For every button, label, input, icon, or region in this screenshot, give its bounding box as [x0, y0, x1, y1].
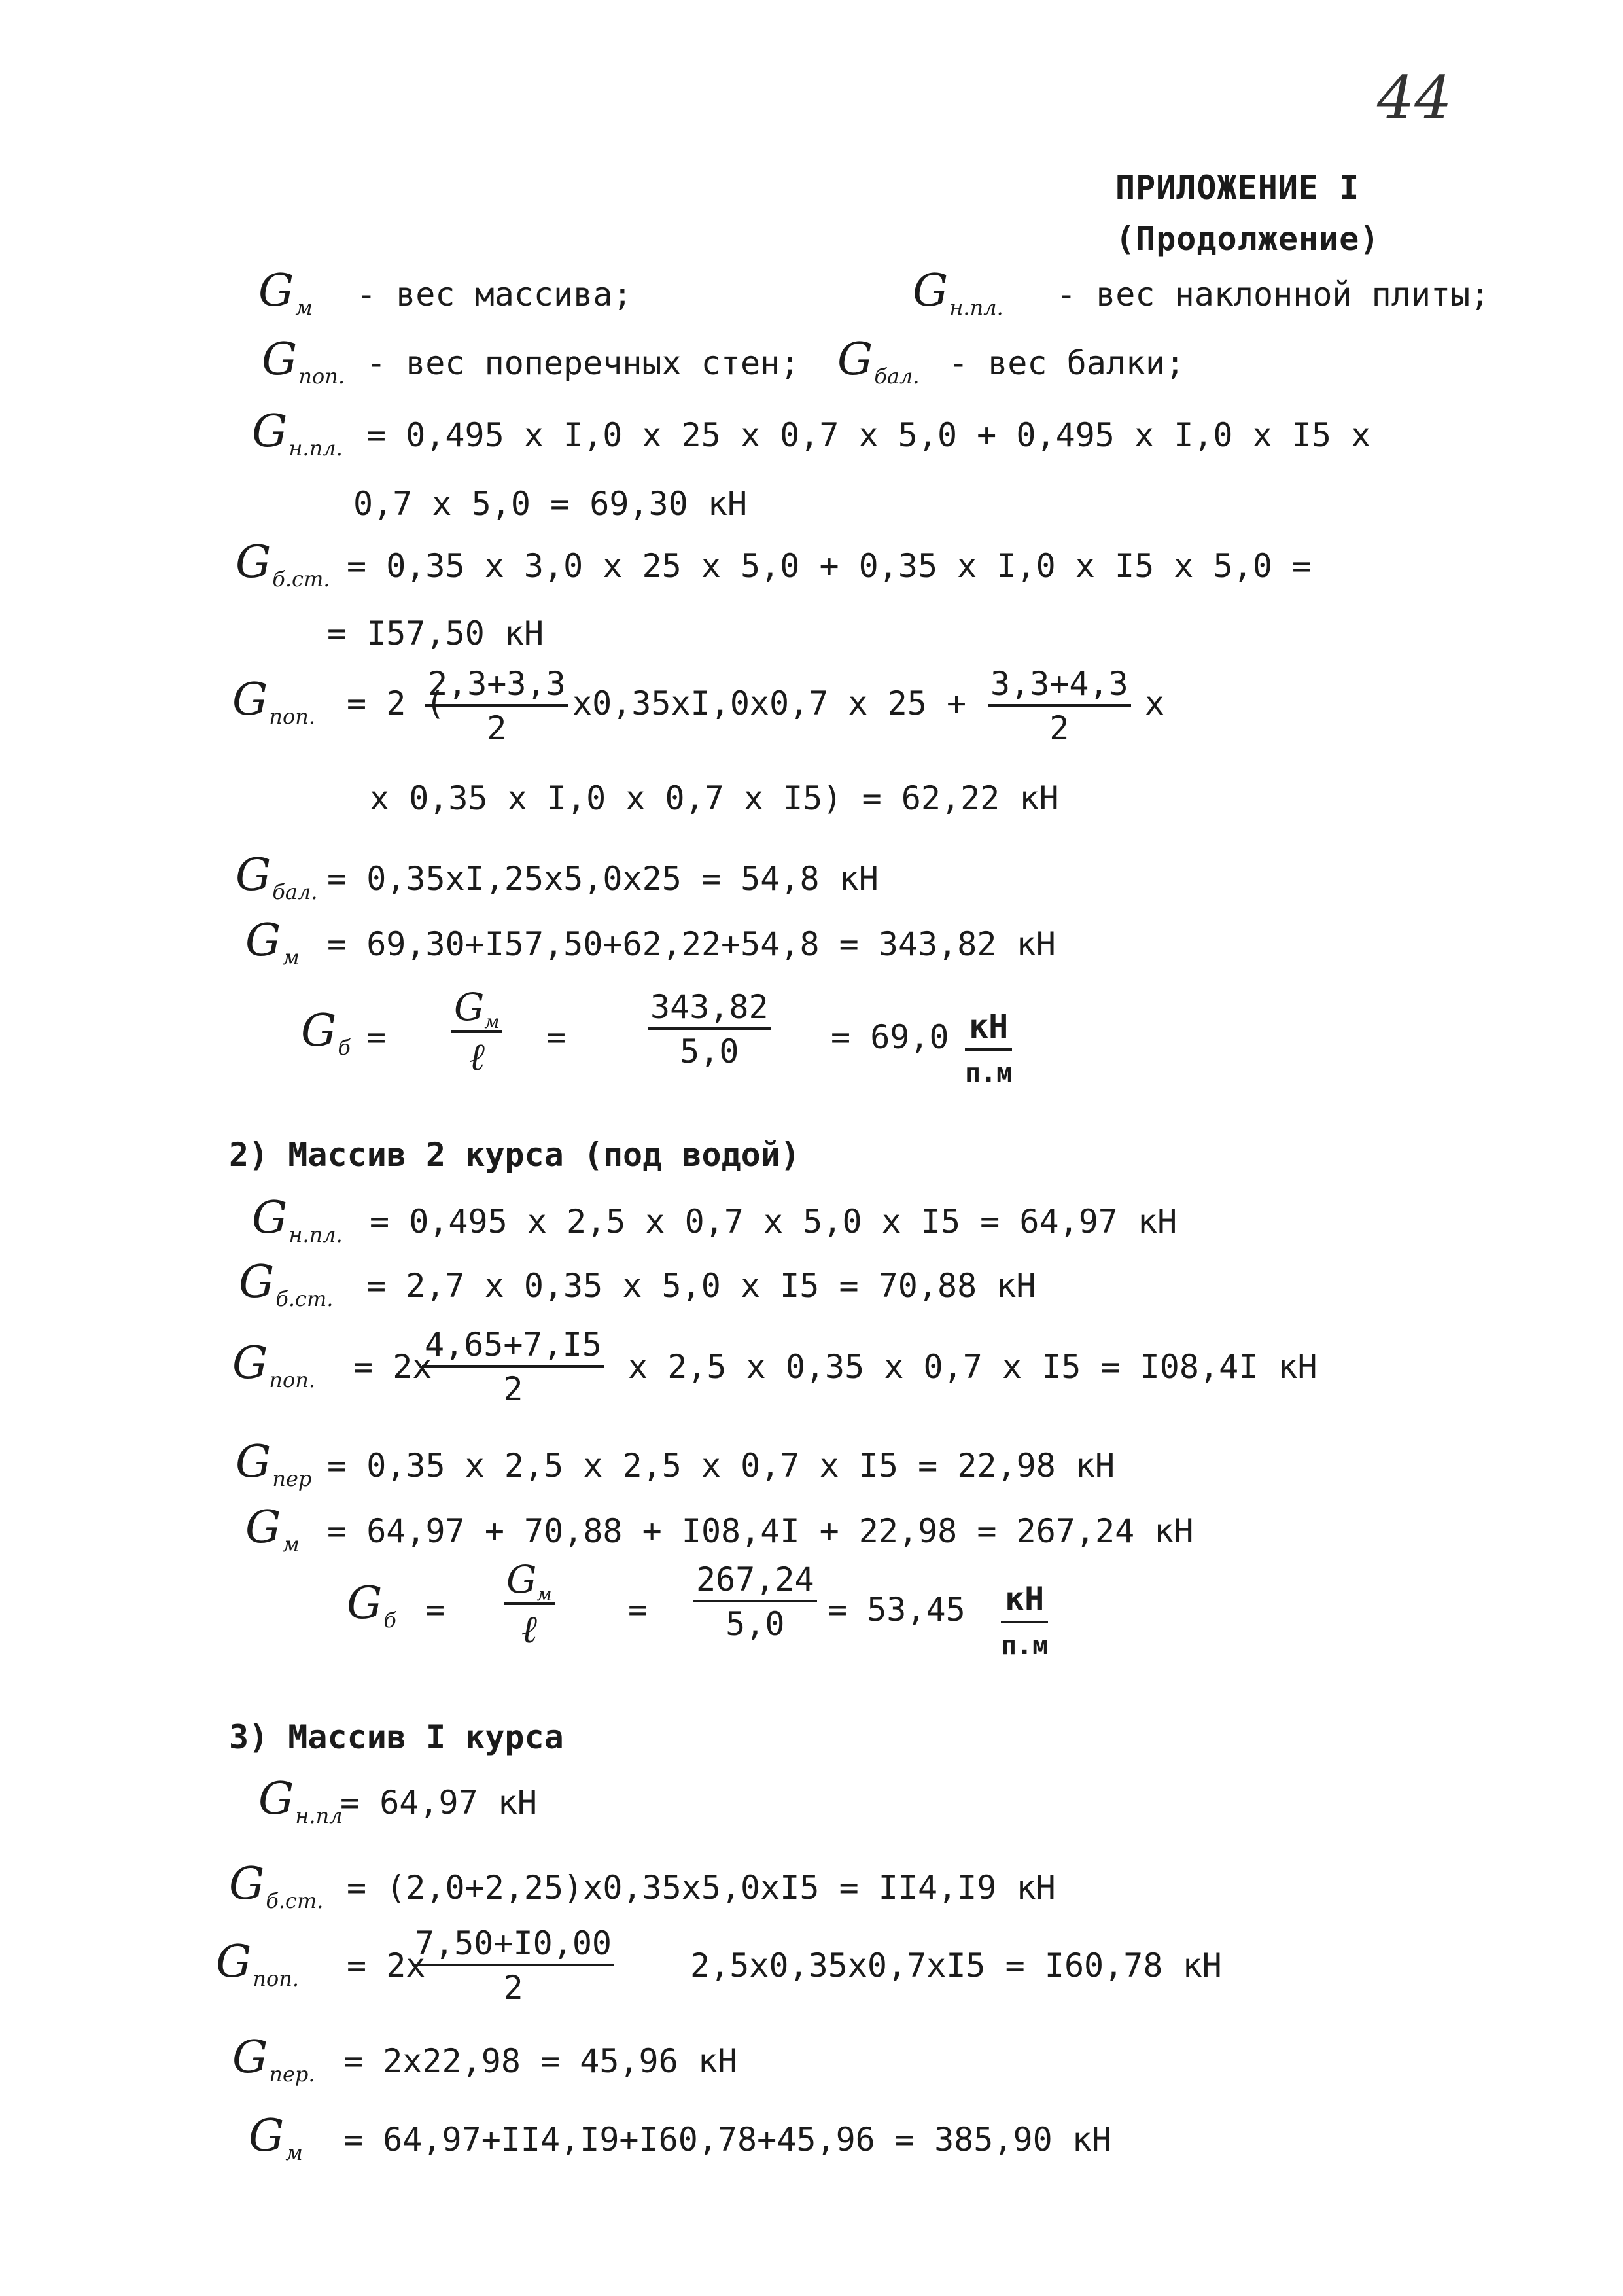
- formula-symbol: $G_{бал.}$: [236, 849, 318, 904]
- formula-expression: x0,35xI,0x0,7 x 25 +: [572, 684, 967, 722]
- symbol-gnpl: $G_{н.пл.}$: [913, 265, 1003, 320]
- formula-symbol: $G_{поп.}$: [232, 674, 315, 729]
- formula-expression: = 2,7 x 0,35 x 5,0 x I5 = 70,88 кН: [366, 1267, 1036, 1305]
- formula-expression: = 64,97+II4,I9+I60,78+45,96 = 385,90 кН: [343, 2121, 1111, 2159]
- formula-expression: 2,5x0,35x0,7xI5 = I60,78 кН: [690, 1947, 1222, 1985]
- formula-expression: = 2 (: [347, 684, 445, 722]
- formula-expression: = 0,495 x 2,5 x 0,7 x 5,0 x I5 = 64,97 кН: [370, 1203, 1178, 1241]
- symbol-gm: $G_м$: [258, 265, 313, 320]
- formula-symbol: $G_м$: [249, 2110, 303, 2165]
- equals-sign: =: [425, 1591, 445, 1629]
- formula-expression: x 2,5 x 0,35 x 0,7 x I5 = I08,4I кН: [628, 1348, 1318, 1386]
- formula-symbol: $G_б$: [347, 1578, 396, 1633]
- formula-expression: = (2,0+2,25)x0,35x5,0xI5 = II4,I9 кН: [347, 1869, 1056, 1907]
- formula-expression: = 64,97 + 70,88 + I08,4I + 22,98 = 267,24 кН: [327, 1512, 1194, 1550]
- formula-symbol: $G_{пер.}$: [232, 2032, 315, 2087]
- formula-expression: x: [1145, 684, 1165, 722]
- formula-symbol: $G_{б.ст.}$: [229, 1858, 324, 1913]
- appendix-title: ПРИЛОЖЕНИЕ I: [1115, 169, 1360, 207]
- equals-sign: =: [628, 1591, 648, 1629]
- page-number: 44: [1377, 63, 1452, 132]
- unit-fraction: кН п.м: [965, 1008, 1013, 1088]
- fraction: $\frac{267,24}{5,0}$: [693, 1563, 817, 1640]
- equals-sign: =: [546, 1018, 567, 1056]
- definition-text: - вес балки;: [949, 344, 1185, 382]
- definition-text: - вес массива;: [357, 275, 633, 313]
- result-value: = 69,0: [831, 1018, 949, 1056]
- formula-symbol: $G_{б.ст.}$: [239, 1256, 334, 1311]
- fraction: $\frac{7,50+I0,00}{2}$: [412, 1927, 614, 2004]
- formula-symbol: $G_б$: [301, 1005, 351, 1060]
- formula-symbol: $G_{поп.}$: [232, 1337, 315, 1392]
- formula-continuation: x 0,35 x I,0 x 0,7 x I5) = 62,22 кН: [370, 779, 1059, 817]
- fraction: $\frac{343,82}{5,0}$: [648, 991, 771, 1068]
- unit-fraction: кН п.м: [1001, 1580, 1049, 1661]
- formula-symbol: $G_м$: [245, 1502, 300, 1557]
- fraction: $G_м$ ℓ: [504, 1561, 555, 1648]
- formula-expression: = 0,35 x 2,5 x 2,5 x 0,7 x I5 = 22,98 кН: [327, 1447, 1115, 1485]
- formula-symbol: $G_{н.пл.}$: [252, 406, 343, 461]
- formula-continuation: = I57,50 кН: [327, 614, 544, 652]
- definition-text: - вес поперечных стен;: [366, 344, 800, 382]
- section-title: 2) Массив 2 курса (под водой): [229, 1136, 800, 1174]
- appendix-subtitle: (Продолжение): [1115, 220, 1380, 258]
- formula-expression: = 0,35 x 3,0 x 25 x 5,0 + 0,35 x I,0 x I5 x 5,0 =: [347, 547, 1312, 585]
- formula-symbol: $G_м$: [245, 915, 300, 970]
- fraction: $\frac{4,65+7,I5}{2}$: [422, 1328, 604, 1405]
- fraction: $G_м$ ℓ: [451, 988, 502, 1076]
- formula-continuation: 0,7 x 5,0 = 69,30 кН: [353, 485, 748, 523]
- formula-symbol: $G_{б.ст.}$: [236, 537, 330, 592]
- definition-text: - вес наклонной плиты;: [1056, 275, 1490, 313]
- formula-expression: = 2x: [347, 1947, 426, 1985]
- fraction: $\frac{2,3+3,3}{2}$: [425, 667, 568, 745]
- symbol-gpop: $G_{поп.}$: [262, 334, 345, 389]
- formula-symbol: $G_{н.пл.}$: [252, 1192, 343, 1247]
- formula-expression: = 2x: [353, 1348, 432, 1386]
- equals-sign: =: [366, 1018, 387, 1056]
- formula-expression: = 69,30+I57,50+62,22+54,8 = 343,82 кН: [327, 925, 1056, 963]
- formula-expression: = 0,35xI,25x5,0x25 = 54,8 кН: [327, 860, 879, 898]
- formula-expression: = 2x22,98 = 45,96 кН: [343, 2042, 738, 2080]
- section-title: 3) Массив I курса: [229, 1718, 564, 1756]
- formula-symbol: $G_{н.пл}$: [258, 1773, 343, 1828]
- result-value: = 53,45: [828, 1591, 966, 1629]
- fraction: $\frac{3,3+4,3}{2}$: [988, 667, 1131, 745]
- formula-expression: = 64,97 кН: [340, 1784, 538, 1822]
- symbol-gbal: $G_{бал.}$: [837, 334, 920, 389]
- formula-symbol: $G_{поп.}$: [216, 1936, 299, 1991]
- formula-symbol: $G_{пер}$: [236, 1436, 312, 1491]
- formula-expression: = 0,495 x I,0 x 25 x 0,7 x 5,0 + 0,495 x I,0 x I5 x: [366, 416, 1371, 454]
